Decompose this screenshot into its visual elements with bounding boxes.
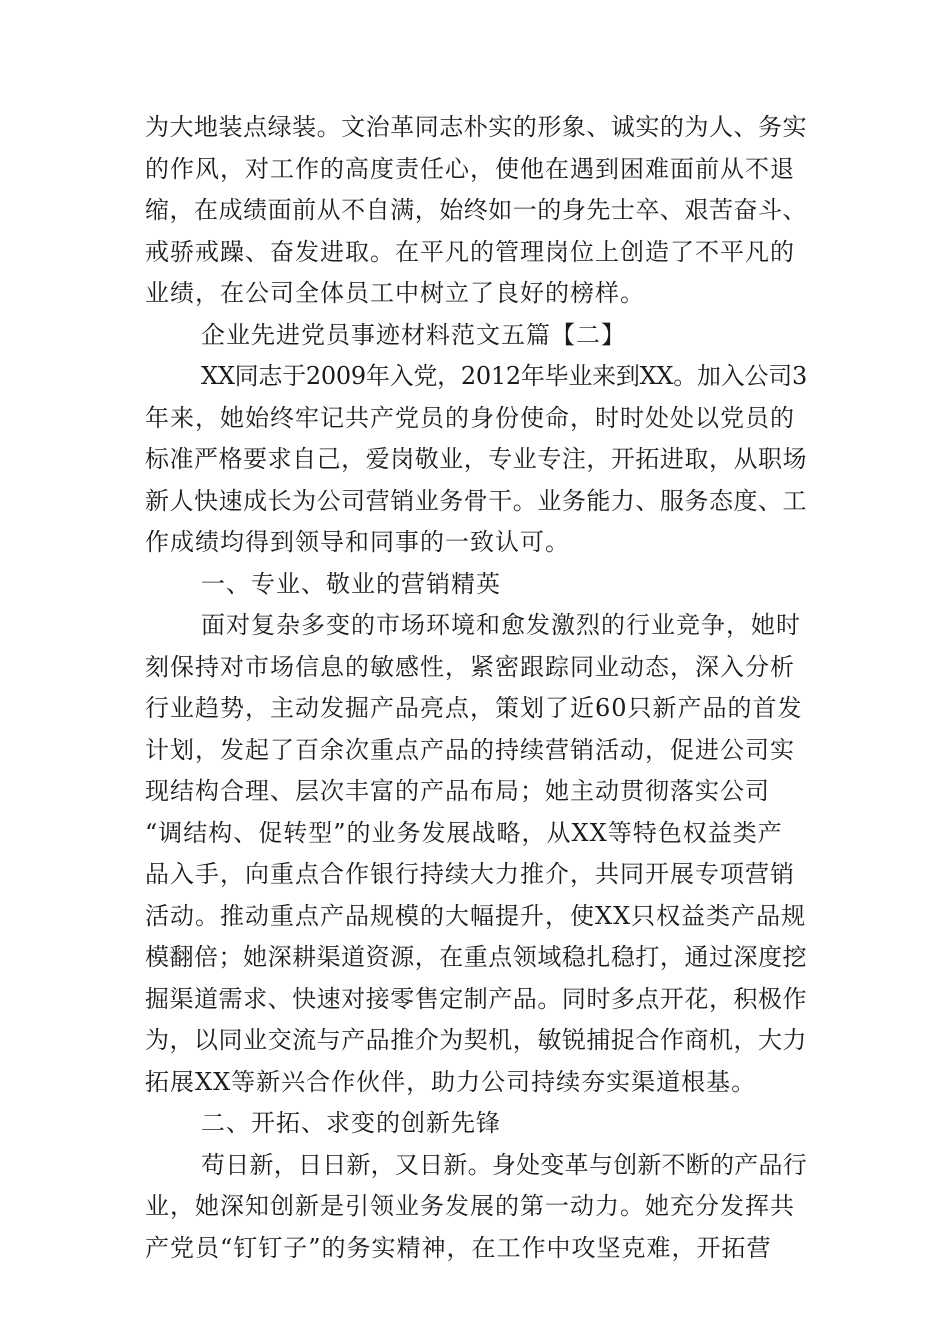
section-heading: 二、开拓、求变的创新先锋	[201, 1109, 501, 1137]
text-line: 产党员“钉钉子”的务实精神，在工作中攻坚克难，开拓营	[145, 1233, 772, 1262]
text-line: 刻保持对市场信息的敏感性，紧密跟踪同业动态，深入分析	[145, 652, 795, 681]
text-line: 面对复杂多变的市场环境和愈发激烈的行业竞争，她时	[201, 611, 801, 639]
text-line: 新人快速成长为公司营销业务骨干。业务能力、服务态度、工	[145, 486, 808, 515]
text-line: 为，以同业交流与产品推介为契机，敏锐捕捉合作商机，大力	[145, 1026, 808, 1054]
text-line: 拓展XX等新兴合作伙伴，助力公司持续夯实渠道根基。	[145, 1067, 757, 1096]
text-line: 品入手，向重点合作银行持续大力推介，共同开展专项营销	[145, 860, 795, 888]
text-line: 标准严格要求自己，爱岗敬业，专业专注，开拓进取，从职场	[145, 445, 808, 473]
document-body	[145, 107, 807, 1269]
text-line: 活动。推动重点产品规模的大幅提升，使XX只权益类产品规	[145, 901, 807, 930]
text-line: 模翻倍；她深耕渠道资源，在重点领域稳扎稳打，通过深度挖	[145, 943, 808, 971]
text-line: 年来，她始终牢记共产党员的身份使命，时时处处以党员的	[145, 403, 795, 432]
text-line: 计划，发起了百余次重点产品的持续营销活动，促进公司实	[145, 735, 795, 764]
text-line: 现结构合理、层次丰富的产品布局；她主动贯彻落实公司	[145, 777, 770, 805]
text-line: 掘渠道需求、快速对接零售定制产品。同时多点开花，积极作	[145, 984, 808, 1013]
text-line: 业，她深知创新是引领业务发展的第一动力。她充分发挥共	[145, 1192, 795, 1220]
text-line: “调结构、促转型”的业务发展战略，从XX等特色权益类产	[145, 818, 783, 847]
text-line: XX同志于2009年入党，2012年毕业来到XX。加入公司3	[201, 362, 807, 390]
text-line: 苟日新，日日新，又日新。身处变革与创新不断的产品行	[201, 1150, 807, 1179]
text-line: 作成绩均得到领导和同事的一致认可。	[145, 528, 570, 556]
text-line: 缩，在成绩面前从不自满，始终如一的身先士卒、艰苦奋斗、	[145, 196, 808, 224]
text-line: 戒骄戒躁、奋发进取。在平凡的管理岗位上创造了不平凡的	[145, 237, 795, 266]
text-line: 为大地装点绿装。文治革同志朴实的形象、诚实的为人、务实	[145, 113, 808, 141]
section-heading: 企业先进党员事迹材料范文五篇【二】	[201, 320, 626, 349]
text-line: 的作风，对工作的高度责任心，使他在遇到困难面前从不退	[145, 154, 795, 183]
section-heading: 一、专业、敬业的营销精英	[201, 569, 501, 598]
text-line: 行业趋势，主动发掘产品亮点，策划了近60只新产品的首发	[145, 694, 803, 722]
text-line: 业绩，在公司全体员工中树立了良好的榜样。	[145, 279, 645, 307]
